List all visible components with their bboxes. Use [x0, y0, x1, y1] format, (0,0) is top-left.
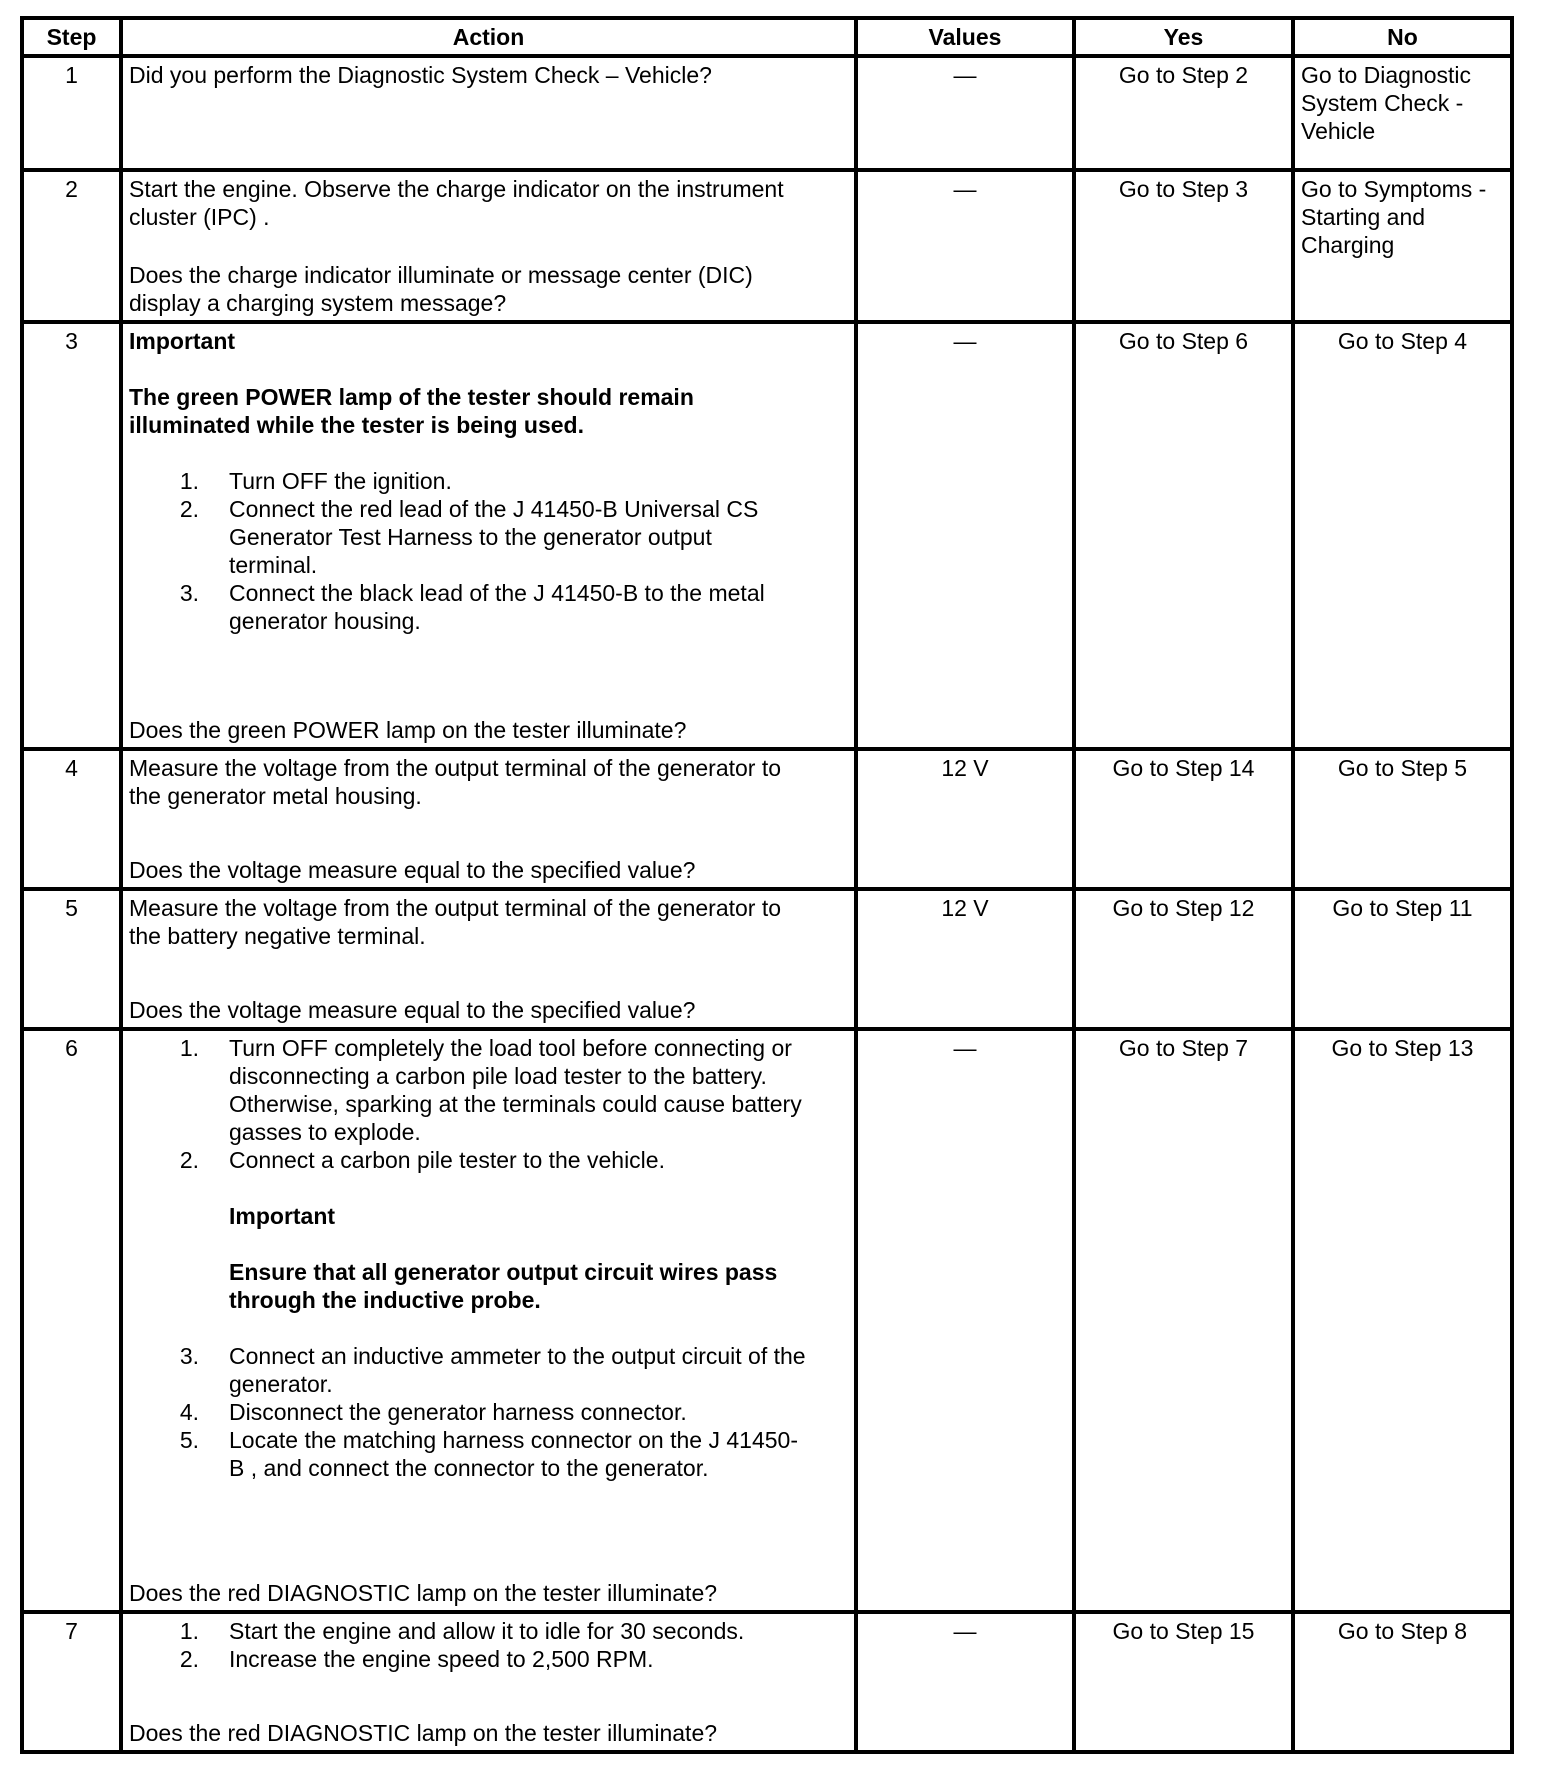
step-number: 3	[22, 322, 121, 749]
no-text: Go to Diagnostic System Check - Vehicle	[1301, 62, 1472, 144]
list-item	[129, 467, 848, 495]
yes-cell: Go to Step 3	[1074, 170, 1293, 321]
no-cell: Go to Step 11	[1293, 889, 1512, 1029]
header-step: Step	[22, 18, 121, 56]
action-text: Measure the voltage from the output terminal of the generator to the battery negative terminal.	[129, 895, 782, 950]
instruction-list	[129, 1617, 848, 1673]
list-number: 3.	[179, 1343, 199, 1370]
list-number: 4.	[179, 1399, 199, 1426]
list-number: 2.	[179, 495, 199, 522]
list-text: Turn OFF completely the load tool before connecting or disconnecting a carbon pile load tester to the battery. Otherwise, sparking at the terminals could cause battery gasses to explode.	[229, 1035, 802, 1146]
instruction-list	[129, 467, 848, 635]
action-cell	[121, 322, 856, 749]
list-number: 3.	[179, 579, 199, 606]
list-item	[129, 1034, 848, 1146]
list-item	[129, 1617, 848, 1645]
action-cell	[121, 1612, 856, 1752]
table-row	[22, 889, 1512, 1029]
list-number: 1.	[179, 1617, 199, 1644]
table-row	[22, 170, 1512, 321]
value-cell: —	[856, 322, 1074, 749]
important-text: The green POWER lamp of the tester should remain illuminated while the tester is being used.	[129, 383, 694, 438]
action-cell	[121, 170, 856, 321]
action-text: Did you perform the Diagnostic System Check – Vehicle?	[129, 62, 712, 88]
table-row	[22, 1029, 1512, 1612]
value-cell: —	[856, 1029, 1074, 1612]
value-cell: —	[856, 56, 1074, 170]
no-cell: Go to Step 5	[1293, 749, 1512, 889]
list-item	[129, 1342, 848, 1398]
header-no: No	[1293, 18, 1512, 56]
no-cell: Go to Step 4	[1293, 322, 1512, 749]
list-item	[129, 1426, 848, 1482]
no-text: Go to Symptoms - Starting and Charging	[1301, 176, 1487, 259]
instruction-list	[129, 1342, 848, 1482]
important-label: Important	[129, 327, 236, 354]
list-number: 2.	[179, 1147, 199, 1174]
action-cell	[121, 56, 856, 170]
value-cell: —	[856, 1612, 1074, 1752]
table-row	[22, 1612, 1512, 1752]
list-number: 1.	[179, 1035, 199, 1062]
action-question: Does the red DIAGNOSTIC lamp on the tester illuminate?	[129, 1720, 718, 1746]
step-number: 6	[22, 1029, 121, 1612]
list-text: Start the engine and allow it to idle for 30 seconds.	[229, 1617, 745, 1644]
yes-cell: Go to Step 14	[1074, 749, 1293, 889]
list-number: 1.	[179, 467, 199, 494]
list-item	[129, 1146, 848, 1174]
no-cell: Go to Step 8	[1293, 1612, 1512, 1752]
table-row	[22, 322, 1512, 749]
instruction-list	[129, 1034, 848, 1174]
list-text: Turn OFF the ignition.	[229, 467, 452, 494]
list-item	[129, 1398, 848, 1426]
list-number: 2.	[179, 1645, 199, 1672]
diagnostic-table	[20, 16, 1514, 1754]
action-question: Does the red DIAGNOSTIC lamp on the tester illuminate?	[129, 1579, 718, 1606]
list-text: Locate the matching harness connector on the J 41450- B , and connect the connector to the generator.	[229, 1427, 798, 1482]
list-text: Connect the black lead of the J 41450-B to the metal generator housing.	[229, 579, 765, 634]
yes-cell: Go to Step 2	[1074, 56, 1293, 170]
yes-cell: Go to Step 7	[1074, 1029, 1293, 1612]
no-cell	[1293, 56, 1512, 170]
action-question: Does the green POWER lamp on the tester illuminate?	[129, 717, 687, 744]
action-cell	[121, 749, 856, 889]
table-row	[22, 749, 1512, 889]
value-cell: 12 V	[856, 889, 1074, 1029]
table-row	[22, 56, 1512, 170]
action-cell	[121, 1029, 856, 1612]
step-number: 5	[22, 889, 121, 1029]
step-number: 4	[22, 749, 121, 889]
list-item	[129, 1645, 848, 1673]
header-values: Values	[856, 18, 1074, 56]
list-text: Disconnect the generator harness connector.	[229, 1399, 687, 1426]
yes-cell: Go to Step 12	[1074, 889, 1293, 1029]
step-number: 1	[22, 56, 121, 170]
action-question: Does the voltage measure equal to the specified value?	[129, 997, 696, 1024]
header-row	[22, 18, 1512, 56]
action-question: Does the charge indicator illuminate or message center (DIC) display a charging system message?	[129, 261, 753, 316]
action-text: Start the engine. Observe the charge indicator on the instrument cluster (IPC) .	[129, 176, 784, 231]
action-question: Does the voltage measure equal to the specified value?	[129, 857, 696, 884]
important-label: Important	[229, 1203, 336, 1230]
important-text: Ensure that all generator output circuit wires pass through the inductive probe.	[229, 1259, 778, 1314]
yes-cell: Go to Step 15	[1074, 1612, 1293, 1752]
step-number: 2	[22, 170, 121, 321]
yes-cell: Go to Step 6	[1074, 322, 1293, 749]
action-text: Measure the voltage from the output terminal of the generator to the generator metal housing.	[129, 755, 782, 810]
header-yes: Yes	[1074, 18, 1293, 56]
no-cell: Go to Step 13	[1293, 1029, 1512, 1612]
action-cell	[121, 889, 856, 1029]
value-cell: 12 V	[856, 749, 1074, 889]
list-item	[129, 579, 848, 635]
list-text: Connect the red lead of the J 41450-B Universal CS Generator Test Harness to the generator output terminal.	[229, 495, 759, 578]
value-cell: —	[856, 170, 1074, 321]
list-number: 5.	[179, 1427, 199, 1454]
no-cell	[1293, 170, 1512, 321]
list-text: Connect an inductive ammeter to the output circuit of the generator.	[229, 1343, 806, 1398]
list-item	[129, 495, 848, 579]
list-text: Increase the engine speed to 2,500 RPM.	[229, 1645, 654, 1672]
step-number: 7	[22, 1612, 121, 1752]
list-text: Connect a carbon pile tester to the vehicle.	[229, 1147, 665, 1174]
header-action: Action	[121, 18, 856, 56]
